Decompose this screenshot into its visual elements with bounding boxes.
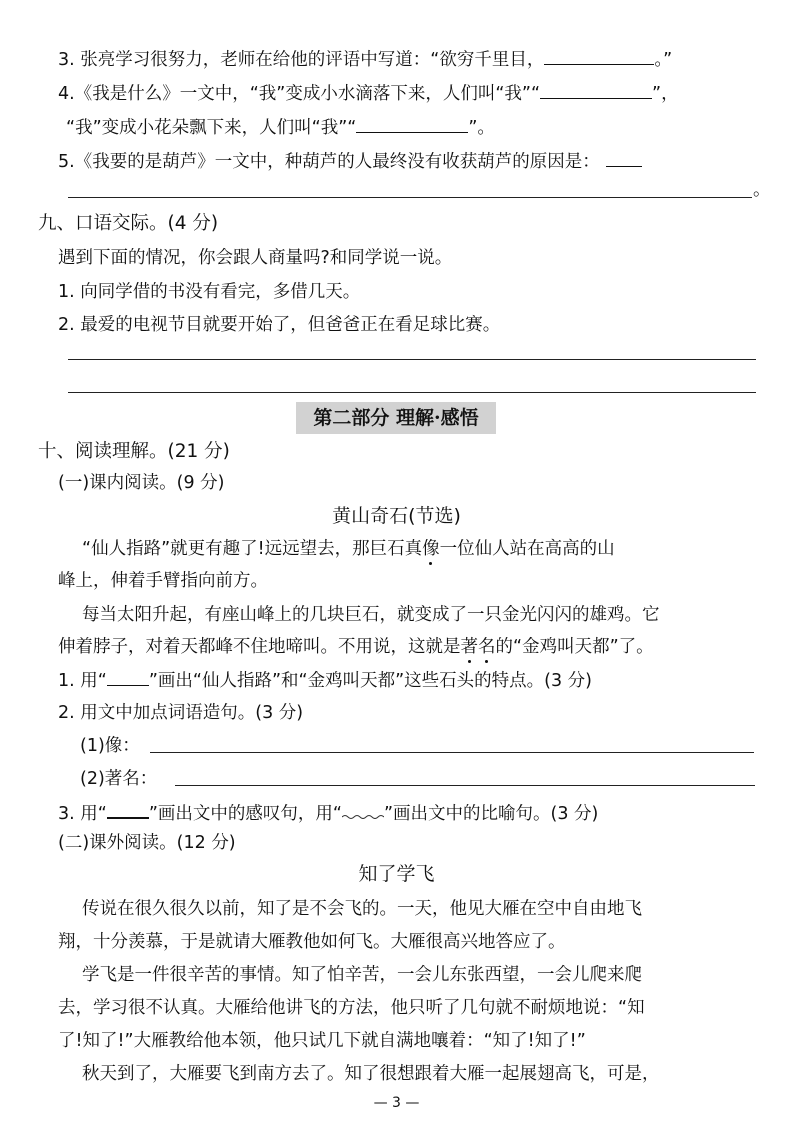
passage-1-line: 伸着脖子，对着天都峰不住地啼叫。不用说，这就是著名的“金鸡叫天都”了。 [58, 637, 654, 657]
answer-line[interactable] [68, 359, 756, 360]
answer-blank[interactable] [606, 148, 642, 167]
section-9-heading: 九、口语交际。(4 分) [38, 213, 219, 234]
reading-q3: 3. 用“ ”画出文中的感叹句，用“ ”画出文中的比喻句。(3 分) [58, 799, 598, 826]
fill-in-q5: 5.《我要的是葫芦》一文中，种葫芦的人最终没有收获葫芦的原因是： [58, 148, 642, 174]
passage-2-line: 了!知了!”大雁教给他本领，他只试几下就自满地嚷着：“知了!知了!” [58, 1031, 586, 1051]
answer-line[interactable] [68, 197, 752, 198]
dotted-word: 像 [422, 539, 440, 559]
underline-mark [107, 667, 149, 686]
speaking-item-2: 2. 最爱的电视节目就要开始了，但爸爸正在看足球比赛。 [58, 315, 501, 335]
dotted-word: 名 [478, 637, 496, 657]
answer-line[interactable] [175, 785, 755, 786]
passage-2-line: 翔，十分羡慕，于是就请大雁教他如何飞。大雁很高兴地答应了。 [58, 932, 566, 952]
page-number: — 3 — [373, 1095, 420, 1111]
passage-1-line: 峰上，伸着手臂指向前方。 [58, 571, 268, 591]
part-two-banner: 第二部分 理解·感悟 [296, 402, 496, 434]
speaking-intro: 遇到下面的情况，你会跟人商量吗?和同学说一说。 [58, 248, 453, 268]
answer-blank[interactable] [540, 80, 652, 99]
passage-2-title: 知了学飞 [358, 863, 435, 885]
double-underline-mark [107, 799, 149, 819]
answer-line[interactable] [150, 752, 754, 753]
speaking-item-1: 1. 向同学借的书没有看完，多借几天。 [58, 282, 361, 302]
passage-1-line: 每当太阳升起，有座山峰上的几块巨石，就变成了一只金光闪闪的雄鸡。它 [82, 605, 660, 625]
subsection-1-heading: (一)课内阅读。(9 分) [58, 473, 225, 493]
passage-2-line: 传说在很久很久以前，知了是不会飞的。一天，他见大雁在空中自由地飞 [82, 899, 642, 919]
passage-2-line: 学飞是一件很辛苦的事情。知了怕辛苦，一会儿东张西望，一会儿爬来爬 [82, 965, 642, 985]
answer-blank[interactable] [356, 114, 468, 133]
passage-1-line: “仙人指路”就更有趣了!远远望去，那巨石真像一位仙人站在高高的山 [82, 539, 615, 559]
dotted-word: 著 [460, 637, 478, 657]
fill-in-q4-line2: “我”变成小花朵飘下来，人们叫“我”“ ”。 [66, 114, 495, 140]
section-10-heading: 十、阅读理解。(21 分) [38, 441, 230, 462]
reading-q1: 1. 用“ ”画出“仙人指路”和“金鸡叫天都”这些石头的特点。(3 分) [58, 667, 592, 693]
fill-in-q3: 3. 张亮学习很努力，老师在给他的评语中写道：“欲穷千里目， 。” [58, 46, 672, 72]
fill-in-q4-line1: 4.《我是什么》一文中，“我”变成小水滴落下来，人们叫“我”“ ”， [58, 80, 679, 106]
reading-q2-2: (2)著名： [80, 769, 158, 789]
reading-q2-1: (1)像： [80, 736, 140, 756]
passage-2-line: 去，学习很不认真。大雁给他讲飞的方法，他只听了几句就不耐烦地说：“知 [58, 998, 645, 1018]
subsection-2-heading: (二)课外阅读。(12 分) [58, 833, 236, 853]
wavy-underline-mark [342, 805, 384, 819]
passage-2-line: 秋天到了，大雁要飞到南方去了。知了很想跟着大雁一起展翅高飞，可是， [82, 1064, 660, 1084]
answer-blank[interactable] [544, 46, 654, 65]
reading-q2: 2. 用文中加点词语造句。(3 分) [58, 703, 304, 723]
passage-1-title: 黄山奇石(节选) [332, 505, 461, 527]
answer-line[interactable] [68, 392, 756, 393]
q5-period: 。 [753, 180, 771, 200]
